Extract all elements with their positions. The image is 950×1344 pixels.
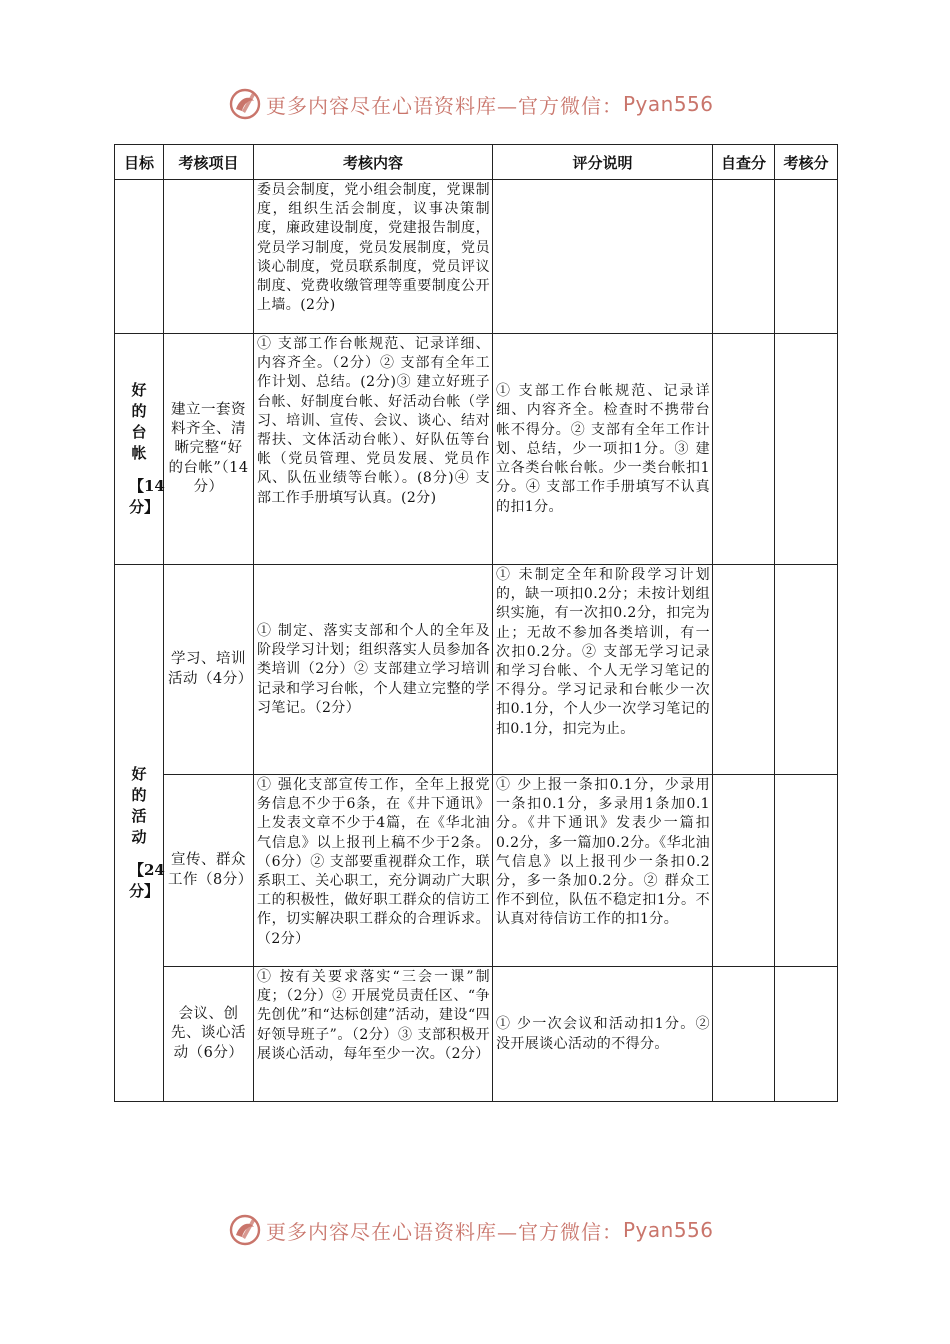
goal-title: 好的活动 <box>131 765 147 846</box>
project-cell: 建立一套资料齐全、清晰完整“好的台帐”（14分） <box>164 334 254 565</box>
header-goal: 目标 <box>115 145 164 180</box>
review-score-cell <box>775 334 838 565</box>
goal-cell <box>115 180 164 334</box>
header-content: 考核内容 <box>254 145 493 180</box>
goal-score: 【14分】 <box>129 477 165 516</box>
review-score-cell <box>775 180 838 334</box>
goal-cell <box>115 334 164 565</box>
scoring-cell: ① 少一次会议和活动扣1分。② 没开展谈心活动的不得分。 <box>493 967 713 1102</box>
review-score-cell <box>775 775 838 967</box>
self-score-cell <box>713 565 775 775</box>
table-row <box>115 775 838 967</box>
header-scoring: 评分说明 <box>493 145 713 180</box>
table-row <box>115 180 838 334</box>
watermark-text: 更多内容尽在心语资料库—官方微信： <box>266 93 623 118</box>
review-score-cell <box>775 565 838 775</box>
scoring-cell: ① 支部工作台帐规范、记录详细、内容齐全。检查时不携带台帐不得分。② 支部有全年工作计划、总结，少一项扣1分。③ 建立各类台帐台帐。少一类台帐扣1分。④ 支部工作手册填写不认真的扣1分。 <box>493 334 713 565</box>
content-cell: 委员会制度，党小组会制度，党课制度，组织生活会制度，议事决策制度，廉政建设制度，党建报告制度，党员学习制度，党员发展制度，党员谈心制度，党员联系制度，党员评议制度、党费收缴管理等重要制度公开上墙。(2分) <box>254 180 493 334</box>
goal-score: 【24分】 <box>129 861 165 900</box>
table-row <box>115 565 838 775</box>
pen-swirl-logo-icon <box>228 87 262 121</box>
self-score-cell <box>713 775 775 967</box>
watermark-text: 更多内容尽在心语资料库—官方微信： <box>266 1219 623 1244</box>
content-cell: ① 制定、落实支部和个人的全年及阶段学习计划；组织落实人员参加各类培训（2分）② 支部建立学习培训记录和学习台帐，个人建立完整的学习笔记。（2分） <box>254 565 493 775</box>
watermark-banner <box>228 1210 714 1250</box>
watermark-wechat-id: Pyan556 <box>623 92 714 116</box>
project-cell <box>164 180 254 334</box>
table-header-row <box>115 145 838 180</box>
scoring-cell <box>493 180 713 334</box>
content-cell: ① 支部工作台帐规范、记录详细、内容齐全。（2分）② 支部有全年工作计划、总结。(2分)③ 建立好班子台帐、好制度台帐、好活动台帐（学习、培训、宣传、会议、谈心、结对帮扶、文体活动台帐）、好队伍等台帐（党员管理、党员发展、党员作风、队伍业绩等台帐）。(8分)④ 支部工作手册填写认真。(2分) <box>254 334 493 565</box>
watermark-wechat-id: Pyan556 <box>623 1218 714 1242</box>
self-score-cell <box>713 967 775 1102</box>
content-cell: ① 强化支部宣传工作，全年上报党务信息不少于6条，在《井下通讯》上发表文章不少于4篇，在《华北油气信息》以上报刊上稿不少于2条。（6分）② 支部要重视群众工作，联系职工、关心职工，充分调动广大职工的积极性，做好职工群众的信访工作，切实解决职工群众的合理诉求。（2分） <box>254 775 493 967</box>
review-score-cell <box>775 967 838 1102</box>
self-score-cell <box>713 180 775 334</box>
assessment-table <box>114 144 838 1102</box>
self-score-cell <box>713 334 775 565</box>
project-cell: 学习、培训活动（4分） <box>164 565 254 775</box>
goal-title: 好的台帐 <box>131 381 147 462</box>
scoring-cell: ① 少上报一条扣0.1分，少录用一条扣0.1分，多录用1条加0.1分。《井下通讯》发表少一篇扣0.2分，多一篇加0.2分。《华北油气信息》以上报刊少一条扣0.2分，多一条加0.2分。② 群众工作不到位，队伍不稳定扣1分。不认真对待信访工作的扣1分。 <box>493 775 713 967</box>
content-cell: ① 按有关要求落实“三会一课”制度；（2分）② 开展党员责任区、“争先创优”和“达标创建”活动，建设“四好领导班子”。（2分）③ 支部积极开展谈心活动，每年至少一次。（2分） <box>254 967 493 1102</box>
watermark-banner <box>228 84 714 124</box>
pen-swirl-logo-icon <box>228 1213 262 1247</box>
project-cell: 会议、创先、谈心活动（6分） <box>164 967 254 1102</box>
table-row <box>115 334 838 565</box>
table-row <box>115 967 838 1102</box>
header-self-score: 自查分 <box>713 145 775 180</box>
scoring-cell: ① 未制定全年和阶段学习计划的，缺一项扣0.2分；未按计划组织实施，有一次扣0.2分，扣完为止；无故不参加各类培训，有一次扣0.2分。② 支部无学习记录和学习台帐、个人无学习笔记的不得分。学习记录和台帐少一次扣0.1分，个人少一次学习笔记的扣0.1分，扣完为止。 <box>493 565 713 775</box>
project-cell: 宣传、群众工作（8分） <box>164 775 254 967</box>
header-review-score: 考核分 <box>775 145 838 180</box>
goal-cell <box>115 565 164 1102</box>
header-project: 考核项目 <box>164 145 254 180</box>
